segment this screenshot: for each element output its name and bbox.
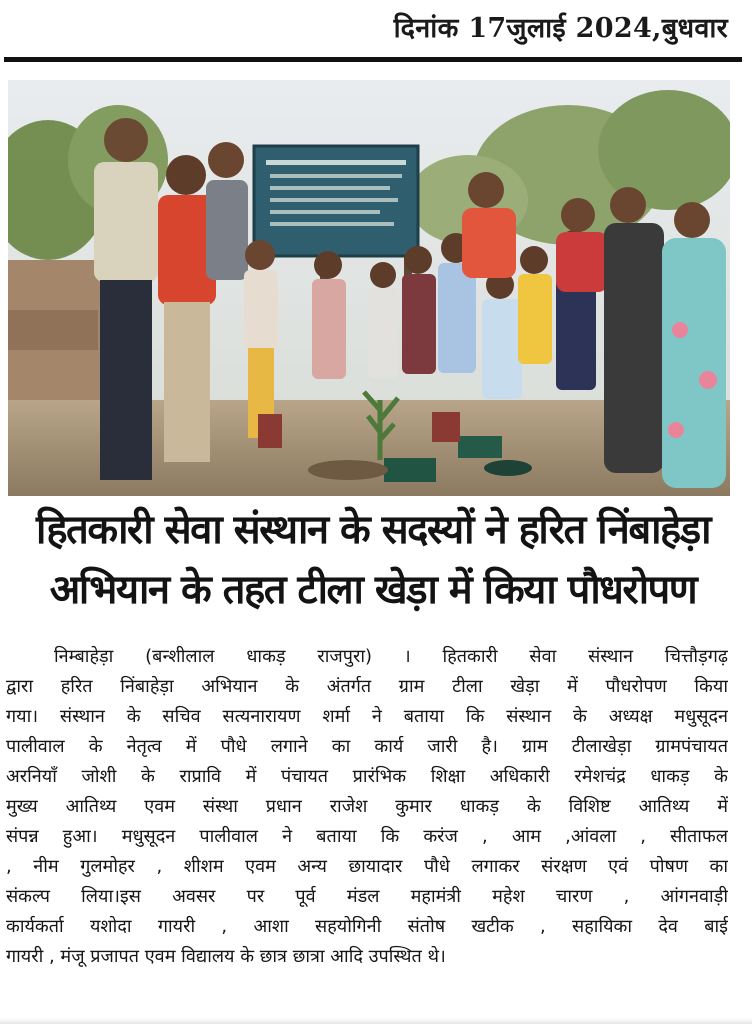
body-line: पालीवाल के नेतृत्व में पौधे लगाने का कार्य जारी है। ग्राम टीलाखेड़ा ग्रामपंचायत bbox=[6, 736, 728, 757]
body-line: मुख्य आतिथ्य एवम संस्था प्रधान राजेश कुमार धाकड़ के विशिष्ट आतिथ्य में bbox=[6, 796, 728, 817]
body-line: द्वारा हरित निंबाहेड़ा अभियान के अंतर्गत ग्राम टीला खेड़ा में पौधरोपण किया bbox=[6, 676, 728, 697]
page-edge bbox=[0, 1018, 752, 1024]
news-photo bbox=[8, 80, 730, 496]
body-line: अरनियाँ जोशी के राप्रावि में पंचायत प्रारंभिक शिक्षा अधिकारी रमेशचंद्र धाकड़ के bbox=[6, 766, 728, 787]
body-line: संपन्न हुआ। मधुसूदन पालीवाल ने बताया कि करंज , आम ,आंवला , सीताफल bbox=[6, 826, 728, 847]
headline-line-2: अभियान के तहत टीला खेड़ा में किया पौधरोपण bbox=[49, 567, 697, 613]
body-line: गायरी , मंजू प्रजापत एवम विद्यालय के छात्र छात्रा आदि उपस्थित थे। bbox=[6, 946, 446, 967]
body-line: गया। संस्थान के सचिव सत्यनारायण शर्मा ने बताया कि संस्थान के अध्यक्ष मधुसूदन bbox=[6, 706, 728, 727]
body-line: निम्बाहेड़ा (बन्शीलाल धाकड़ राजपुरा) । हितकारी सेवा संस्थान चित्तौड़गढ़ bbox=[54, 646, 728, 667]
header-rule bbox=[4, 57, 742, 62]
article-body bbox=[6, 642, 728, 972]
body-line: संकल्प लिया।इस अवसर पर पूर्व मंडल महामंत्री महेश चारण , आंगनवाड़ी bbox=[6, 886, 728, 907]
plantation-photo-illustration bbox=[8, 80, 730, 496]
headline-line-1: हितकारी सेवा संस्थान के सदस्यों ने हरित निंबाहेड़ा bbox=[35, 507, 711, 553]
dateline: दिनांक 17जुलाई 2024,बुधवार bbox=[393, 13, 728, 44]
body-line: , नीम गुलमोहर , शीशम एवम अन्य छायादार पौधे लगाकर संरक्षण एवं पोषण का bbox=[6, 856, 728, 877]
headline bbox=[4, 500, 742, 620]
body-line: कार्यकर्ता यशोदा गायरी , आशा सहयोगिनी संतोष खटीक , सहायिका देव बाई bbox=[6, 916, 728, 937]
